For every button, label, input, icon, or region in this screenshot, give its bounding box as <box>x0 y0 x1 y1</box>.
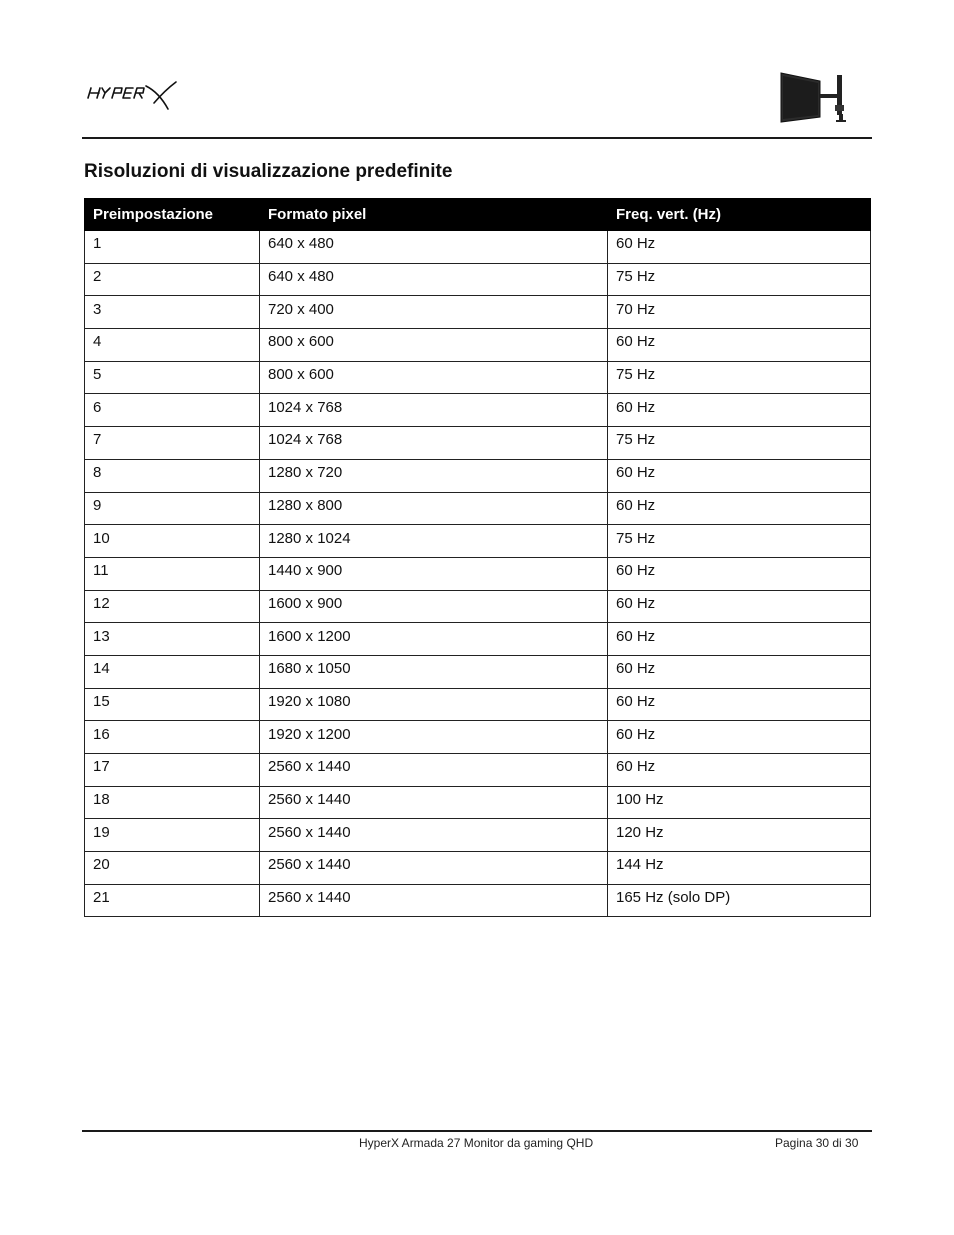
table-row <box>85 231 871 264</box>
vertical-frequency-cell: 144 Hz <box>608 852 871 885</box>
table-row <box>85 263 871 296</box>
pixel-format-cell: 1920 x 1200 <box>260 721 608 754</box>
preset-cell: 16 <box>85 721 260 754</box>
preset-cell: 19 <box>85 819 260 852</box>
preset-cell: 11 <box>85 557 260 590</box>
monitor-on-arm-icon <box>778 70 852 124</box>
preset-cell: 18 <box>85 786 260 819</box>
table-row <box>85 296 871 329</box>
preset-cell: 1 <box>85 231 260 264</box>
pixel-format-cell: 2560 x 1440 <box>260 852 608 885</box>
vertical-frequency-cell: 60 Hz <box>608 623 871 656</box>
preset-cell: 13 <box>85 623 260 656</box>
table-row <box>85 655 871 688</box>
table-row <box>85 329 871 362</box>
header-divider <box>82 137 872 139</box>
pixel-format-cell: 800 x 600 <box>260 329 608 362</box>
vertical-frequency-cell: 165 Hz (solo DP) <box>608 884 871 917</box>
pixel-format-cell: 1024 x 768 <box>260 394 608 427</box>
vertical-frequency-cell: 75 Hz <box>608 525 871 558</box>
table-row <box>85 459 871 492</box>
table-row <box>85 492 871 525</box>
column-header-pixel-format: Formato pixel <box>260 199 608 231</box>
pixel-format-cell: 1024 x 768 <box>260 427 608 460</box>
footer-page-number: Pagina 30 di 30 <box>775 1136 859 1150</box>
table-row <box>85 525 871 558</box>
preset-cell: 2 <box>85 263 260 296</box>
vertical-frequency-cell: 60 Hz <box>608 329 871 362</box>
pixel-format-cell: 1440 x 900 <box>260 557 608 590</box>
vertical-frequency-cell: 60 Hz <box>608 721 871 754</box>
table-row <box>85 819 871 852</box>
table-row <box>85 361 871 394</box>
vertical-frequency-cell: 60 Hz <box>608 655 871 688</box>
vertical-frequency-cell: 75 Hz <box>608 263 871 296</box>
vertical-frequency-cell: 120 Hz <box>608 819 871 852</box>
preset-cell: 15 <box>85 688 260 721</box>
vertical-frequency-cell: 75 Hz <box>608 427 871 460</box>
preset-cell: 9 <box>85 492 260 525</box>
vertical-frequency-cell: 60 Hz <box>608 557 871 590</box>
resolution-table <box>84 198 871 917</box>
pixel-format-cell: 640 x 480 <box>260 263 608 296</box>
table-row <box>85 852 871 885</box>
preset-cell: 5 <box>85 361 260 394</box>
table-row <box>85 688 871 721</box>
preset-cell: 21 <box>85 884 260 917</box>
pixel-format-cell: 1600 x 900 <box>260 590 608 623</box>
preset-cell: 3 <box>85 296 260 329</box>
pixel-format-cell: 1680 x 1050 <box>260 655 608 688</box>
column-header-vertical-frequency: Freq. vert. (Hz) <box>608 199 871 231</box>
vertical-frequency-cell: 75 Hz <box>608 361 871 394</box>
table-row <box>85 557 871 590</box>
pixel-format-cell: 2560 x 1440 <box>260 884 608 917</box>
table-body <box>85 231 871 917</box>
table-row <box>85 394 871 427</box>
pixel-format-cell: 2560 x 1440 <box>260 819 608 852</box>
footer-divider <box>82 1130 872 1132</box>
preset-cell: 17 <box>85 754 260 787</box>
vertical-frequency-cell: 70 Hz <box>608 296 871 329</box>
pixel-format-cell: 640 x 480 <box>260 231 608 264</box>
pixel-format-cell: 1280 x 720 <box>260 459 608 492</box>
vertical-frequency-cell: 60 Hz <box>608 754 871 787</box>
table-row <box>85 721 871 754</box>
pixel-format-cell: 800 x 600 <box>260 361 608 394</box>
preset-cell: 10 <box>85 525 260 558</box>
pixel-format-cell: 2560 x 1440 <box>260 754 608 787</box>
vertical-frequency-cell: 100 Hz <box>608 786 871 819</box>
table-row <box>85 590 871 623</box>
preset-cell: 7 <box>85 427 260 460</box>
preset-cell: 20 <box>85 852 260 885</box>
preset-cell: 12 <box>85 590 260 623</box>
table-row <box>85 623 871 656</box>
vertical-frequency-cell: 60 Hz <box>608 492 871 525</box>
vertical-frequency-cell: 60 Hz <box>608 231 871 264</box>
hyperx-logo-icon <box>84 78 184 112</box>
preset-cell: 8 <box>85 459 260 492</box>
vertical-frequency-cell: 60 Hz <box>608 590 871 623</box>
preset-cell: 14 <box>85 655 260 688</box>
pixel-format-cell: 1600 x 1200 <box>260 623 608 656</box>
vertical-frequency-cell: 60 Hz <box>608 394 871 427</box>
pixel-format-cell: 2560 x 1440 <box>260 786 608 819</box>
pixel-format-cell: 1920 x 1080 <box>260 688 608 721</box>
section-title: Risoluzioni di visualizzazione predefinite <box>84 161 453 182</box>
vertical-frequency-cell: 60 Hz <box>608 688 871 721</box>
table-row <box>85 786 871 819</box>
footer-document-title: HyperX Armada 27 Monitor da gaming QHD <box>359 1136 594 1150</box>
table-row <box>85 427 871 460</box>
table-row <box>85 884 871 917</box>
preset-cell: 6 <box>85 394 260 427</box>
pixel-format-cell: 1280 x 800 <box>260 492 608 525</box>
pixel-format-cell: 720 x 400 <box>260 296 608 329</box>
vertical-frequency-cell: 60 Hz <box>608 459 871 492</box>
table-header-row <box>85 199 871 231</box>
column-header-preset: Preimpostazione <box>85 199 260 231</box>
preset-cell: 4 <box>85 329 260 362</box>
pixel-format-cell: 1280 x 1024 <box>260 525 608 558</box>
table-row <box>85 754 871 787</box>
